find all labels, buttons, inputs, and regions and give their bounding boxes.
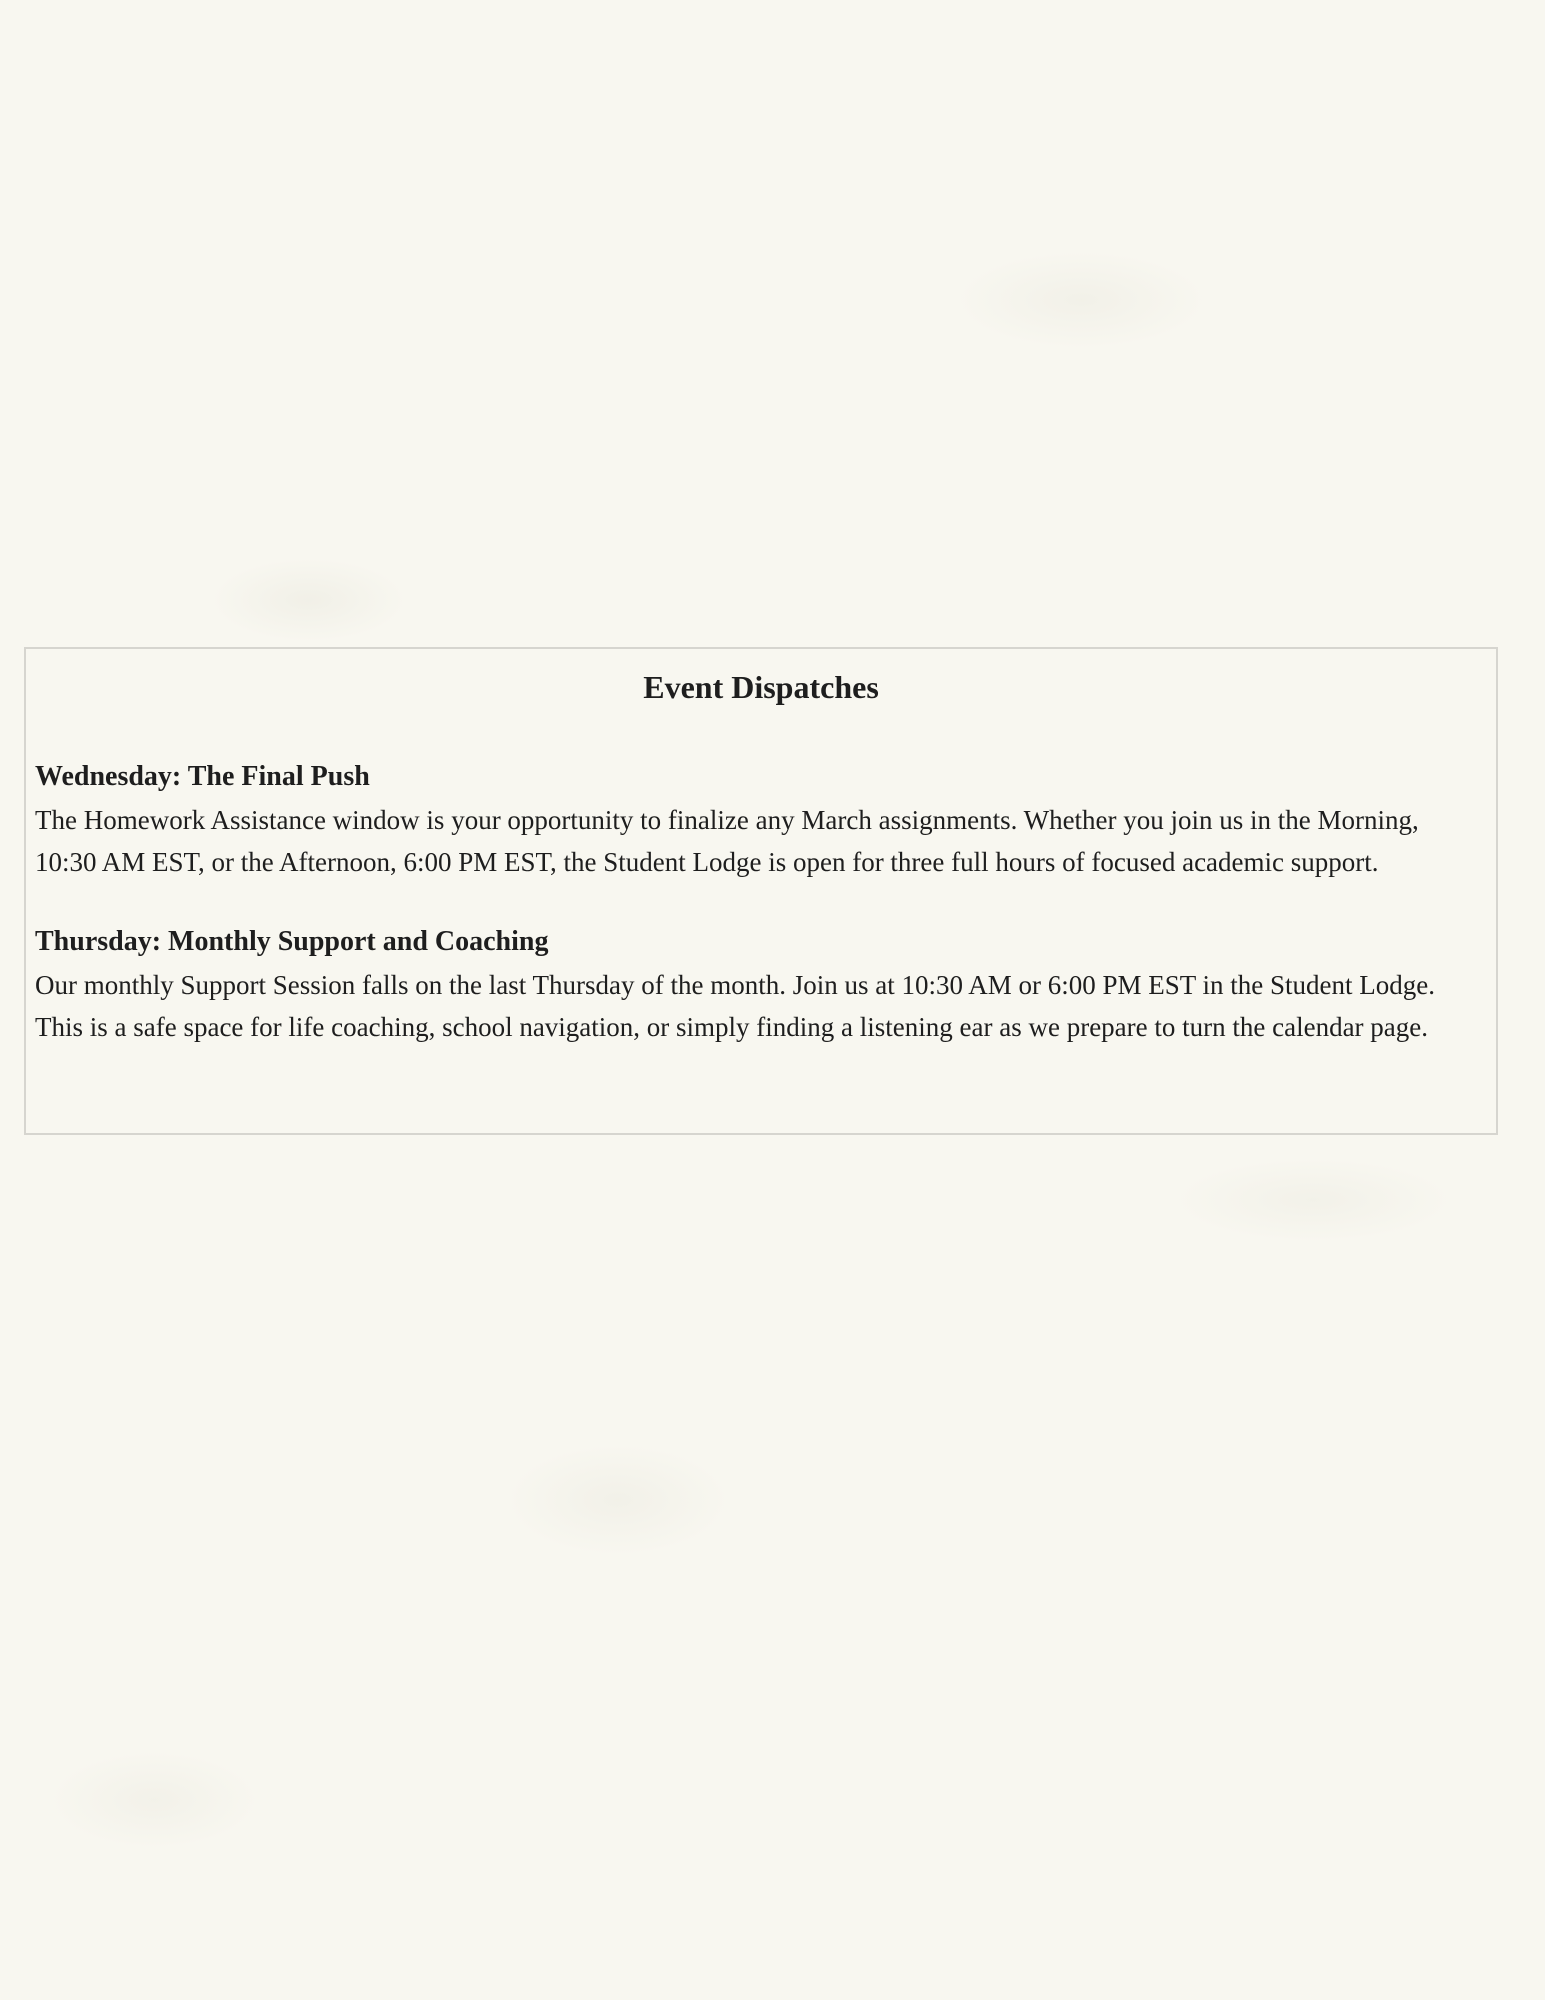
event-item-wednesday (35, 759, 1487, 883)
dispatches-title: Event Dispatches (643, 669, 879, 705)
event-heading: Wednesday: The Final Push (35, 761, 370, 792)
event-item-thursday (35, 924, 1487, 1048)
event-description: The Homework Assistance window is your opportunity to finalize any March assignments. Whether you join us in the Morning, 10:30 AM EST, or the Afternoon, 6:00 PM EST, the Student Lodge is open for three full hours of focused academic support. (35, 805, 1419, 877)
event-dispatches-box (24, 647, 1498, 1135)
event-description: Our monthly Support Session falls on the last Thursday of the month. Join us at 10:30 AM or 6:00 PM EST in the Student Lodge. This is a safe space for life coaching, school navigation, or simply finding a listening ear as we prepare to turn the calendar page. (35, 970, 1435, 1042)
event-heading: Thursday: Monthly Support and Coaching (35, 926, 549, 957)
